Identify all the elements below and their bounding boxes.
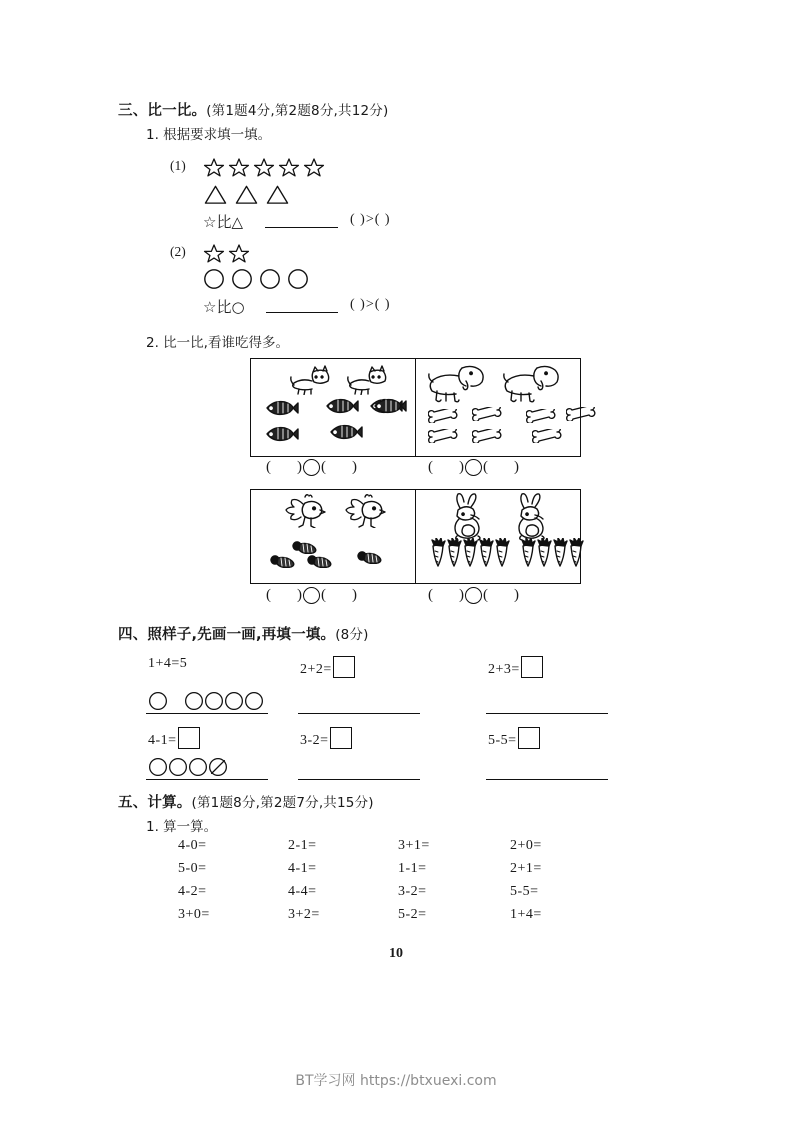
panel-rabbits-carrots — [416, 490, 581, 583]
star-icon — [203, 157, 225, 179]
item-2-blank[interactable] — [266, 312, 338, 313]
circle-icon — [148, 757, 168, 777]
calc-item-r2c1[interactable]: 4-4= — [288, 884, 317, 899]
section-three-points: (第1题4分,第2题8分,共12分) — [206, 103, 389, 119]
worm-icon — [269, 552, 299, 568]
fish-icon — [329, 423, 363, 441]
star-icon — [303, 157, 325, 179]
calc-item-r2c2[interactable]: 3-2= — [398, 884, 427, 899]
calc-item-r0c1[interactable]: 2-1= — [288, 838, 317, 853]
fish-icon — [325, 397, 359, 415]
operator-circle[interactable] — [303, 587, 320, 604]
compare-answer-rabbits-carrots[interactable] — [428, 587, 519, 604]
calc-item-r0c2[interactable]: 3+1= — [398, 838, 430, 853]
four-r0c1-expr — [300, 656, 355, 678]
chick-icon — [343, 494, 387, 528]
calc-item-r1c2[interactable]: 1-1= — [398, 861, 427, 876]
circle-icon — [259, 268, 281, 290]
four-r1c0-drawing — [148, 757, 228, 777]
triangle-icon — [266, 184, 289, 205]
circle-icon — [168, 757, 188, 777]
section-five-heading — [118, 791, 374, 812]
item-2-stars-row — [203, 243, 253, 265]
calc-item-r2c0[interactable]: 4-2= — [178, 884, 207, 899]
paren-open: ( — [266, 587, 271, 603]
panel-dogs-bones — [416, 359, 581, 456]
paren-close: ) — [352, 459, 357, 475]
circle-icon — [204, 691, 224, 711]
calc-item-r3c2[interactable]: 5-2= — [398, 907, 427, 922]
four-r0c2-expr — [488, 656, 543, 678]
star-icon — [278, 157, 300, 179]
calc-item-r1c0[interactable]: 5-0= — [178, 861, 207, 876]
carrot-icon — [446, 538, 462, 568]
paren-close: ) — [514, 459, 519, 475]
operator-circle[interactable] — [303, 459, 320, 476]
cat-icon — [346, 365, 392, 395]
star-icon — [203, 243, 225, 265]
calc-item-r0c3[interactable]: 2+0= — [510, 838, 542, 853]
fish-icon — [373, 397, 407, 415]
star-icon — [253, 157, 275, 179]
panel-chicks-worms — [251, 490, 416, 583]
carrot-icon — [494, 538, 510, 568]
carrot-icon — [462, 538, 478, 568]
section-three-title: 三、比一比。 — [118, 103, 207, 119]
circle-icon — [188, 757, 208, 777]
four-r0c2-draw-line[interactable] — [486, 713, 608, 714]
panel-cats-fish — [251, 359, 416, 456]
four-r1c1-text: 3-2= — [300, 733, 329, 748]
paren-close: ) — [459, 587, 464, 603]
circle-icon — [244, 691, 264, 711]
circle-icon — [224, 691, 244, 711]
four-r0c1-answer-box[interactable] — [333, 656, 355, 678]
four-r0c1-text: 2+2= — [300, 662, 332, 677]
carrot-icon — [568, 538, 584, 568]
triangle-icon — [235, 184, 258, 205]
worm-icon — [306, 552, 336, 568]
section-three-q2-label: 2. 比一比,看谁吃得多。 — [146, 335, 289, 351]
operator-circle[interactable] — [465, 587, 482, 604]
item-2-number: (2) — [170, 244, 186, 259]
calc-item-r1c1[interactable]: 4-1= — [288, 861, 317, 876]
circle-icon — [148, 691, 168, 711]
item-2-compare-text: ☆比○ — [203, 298, 245, 316]
operator-circle[interactable] — [465, 459, 482, 476]
carrot-icon — [536, 538, 552, 568]
calc-item-r0c0[interactable]: 4-0= — [178, 838, 207, 853]
compare-answer-chicks-worms[interactable] — [266, 587, 357, 604]
circle-icon — [184, 691, 204, 711]
item-1-triangles-row — [204, 184, 297, 205]
paren-open: ( — [428, 459, 433, 475]
four-r1c2-expr — [488, 727, 540, 749]
section-five-q1-label: 1. 算一算。 — [146, 819, 218, 835]
calc-item-r3c1[interactable]: 3+2= — [288, 907, 320, 922]
section-four-points: (8分) — [335, 627, 369, 643]
carrot-icon — [430, 538, 446, 568]
page-number: 10 — [389, 946, 403, 961]
watermark: BT学习网 https://btxuexi.com — [295, 1073, 497, 1089]
paren-close: ) — [352, 587, 357, 603]
item-1-answer-paren[interactable]: ( )>( ) — [350, 212, 391, 227]
circle-icon — [231, 268, 253, 290]
section-four-heading — [118, 623, 369, 644]
section-five-points: (第1题8分,第2题7分,共15分) — [191, 795, 374, 811]
paren-open: ( — [321, 459, 326, 475]
worm-icon — [356, 548, 386, 564]
calc-item-r1c3[interactable]: 2+1= — [510, 861, 542, 876]
star-icon — [228, 243, 250, 265]
section-three-heading — [118, 99, 388, 120]
circle-icon — [203, 268, 225, 290]
paren-open: ( — [483, 587, 488, 603]
carrot-icon — [478, 538, 494, 568]
four-r0c2-text: 2+3= — [488, 662, 520, 677]
four-r1c2-draw-line[interactable] — [486, 779, 608, 780]
compare-answer-cats-fish[interactable] — [266, 459, 357, 476]
picture-box-chicks-rabbits — [250, 489, 581, 584]
bone-icon — [472, 407, 502, 421]
circle-icon — [287, 268, 309, 290]
chick-icon — [283, 494, 327, 528]
triangle-icon — [204, 184, 227, 205]
four-r0c1-draw-line[interactable] — [298, 713, 420, 714]
rabbit-icon — [444, 492, 490, 542]
calc-item-r3c0[interactable]: 3+0= — [178, 907, 210, 922]
four-r0c2-answer-box[interactable] — [521, 656, 543, 678]
four-r1c1-draw-line[interactable] — [298, 779, 420, 780]
section-three-q1-label: 1. 根据要求填一填。 — [146, 127, 272, 143]
paren-close: ) — [514, 587, 519, 603]
paren-close: ) — [297, 587, 302, 603]
carrot-icon — [552, 538, 568, 568]
item-1-stars-row — [203, 157, 328, 179]
dog-icon — [501, 362, 563, 406]
section-five-title: 五、计算。 — [118, 795, 192, 811]
paren-open: ( — [266, 459, 271, 475]
bone-icon — [526, 409, 556, 423]
four-r1c2-answer-box[interactable] — [518, 727, 540, 749]
four-r1c2-text: 5-5= — [488, 733, 517, 748]
bone-icon — [566, 407, 596, 421]
paren-open: ( — [428, 587, 433, 603]
bone-icon — [428, 429, 458, 443]
four-r0c0-text: 1+4=5 — [148, 656, 188, 671]
bone-icon — [428, 409, 458, 423]
four-r1c0-expr — [148, 727, 200, 749]
rabbit-icon — [508, 492, 554, 542]
item-1-compare-text: ☆比△ — [203, 213, 243, 231]
picture-box-cats-dogs — [250, 358, 581, 457]
four-r0c0-drawing — [148, 691, 264, 711]
item-1-number: (1) — [170, 158, 186, 173]
four-r0c0-draw-line — [146, 713, 268, 714]
four-r1c0-answer-box[interactable] — [178, 727, 200, 749]
paren-open: ( — [483, 459, 488, 475]
item-2-answer-paren[interactable]: ( )>( ) — [350, 297, 391, 312]
four-r1c1-expr — [300, 727, 352, 749]
item-1-blank[interactable] — [265, 227, 338, 228]
star-icon — [228, 157, 250, 179]
paren-close: ) — [459, 459, 464, 475]
four-r1c0-draw-line — [146, 779, 268, 780]
cat-icon — [289, 365, 335, 395]
fish-icon — [265, 425, 299, 443]
paren-close: ) — [297, 459, 302, 475]
item-2-circles-row — [203, 268, 315, 290]
bone-icon — [532, 429, 562, 443]
four-r1c0-text: 4-1= — [148, 733, 177, 748]
four-r0c0-expr — [148, 656, 187, 672]
bone-icon — [472, 429, 502, 443]
compare-answer-dogs-bones[interactable] — [428, 459, 519, 476]
dog-icon — [426, 362, 488, 406]
calc-item-r3c3[interactable]: 1+4= — [510, 907, 542, 922]
carrot-icon — [520, 538, 536, 568]
paren-open: ( — [321, 587, 326, 603]
section-four-title: 四、照样子,先画一画,再填一填。 — [118, 627, 336, 643]
calc-item-r2c3[interactable]: 5-5= — [510, 884, 539, 899]
four-r1c1-answer-box[interactable] — [330, 727, 352, 749]
circle-crossed-icon — [208, 757, 228, 777]
fish-icon — [265, 399, 299, 417]
